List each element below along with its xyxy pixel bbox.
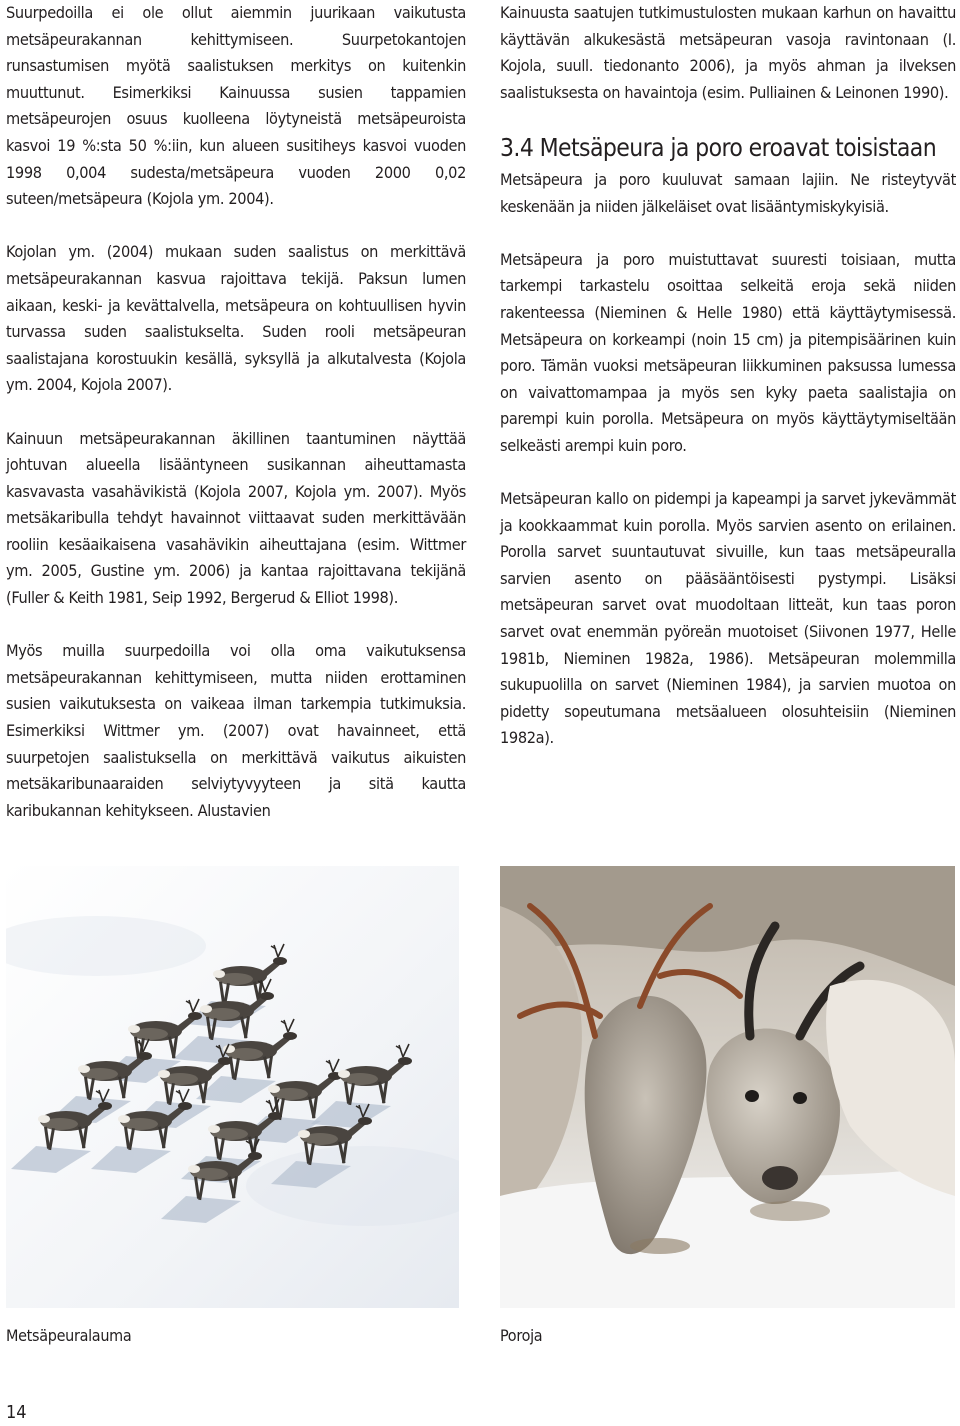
right-text-column bbox=[500, 0, 956, 779]
reindeer-herd-photo bbox=[6, 866, 459, 1308]
figure-caption: Poroja bbox=[500, 1326, 543, 1345]
paragraph: Kojolan ym. (2004) mukaan suden saalistus on merkittävä metsäpeurakannan kasvua rajoittava tekijä. Paksun lumen aikaan, keski- ja kevättalvella, metsäpeura on kohtuullisen hyvin turvassa suden saalistukselta. Suden rooli metsäpeuran saalistajana korostuukin kesällä, syksyllä ja alkutalvesta (Kojola ym. 2004, Kojola 2007). bbox=[6, 242, 466, 395]
reindeer-closeup-photo bbox=[500, 866, 955, 1308]
page-number: 14 bbox=[6, 1402, 27, 1423]
paragraph: Metsäpeura ja poro kuuluvat samaan lajiin. Ne risteytyvät keskenään ja niiden jälkeläiset ovat lisääntymiskykyisiä. bbox=[500, 169, 956, 216]
paragraph: Kainuusta saatujen tutkimustulosten mukaan karhun on havaittu käyttävän alkukesästä metsäpeuran vasoja ravintonaan (I. Kojola, suull. tiedonanto 2006), ja myös ahman ja ilveksen saalistuksesta on havaintoja (esim. Pulliainen & Leinonen 1990). bbox=[500, 3, 956, 102]
paragraph: Myös muilla suurpedoilla voi olla oma vaikutuksensa metsäpeurakannan kehittymiseen, mutta niiden erottaminen susien vaikutuksesta on vaikeaa ilman tarkempia tutkimuksia. Esimerkiksi Wittmer ym. (2007) ovat havainneet, että suurpetojen saalistuksella on merkittävä vaikutus aikuisten metsäkaribunaaraiden selviytyvyyteen ja sitä kautta karibukannan kehitykseen. Alustavien bbox=[6, 641, 466, 820]
paragraph: Kainuun metsäpeurakannan äkillinen taantuminen näyttää johtuvan alueella lisääntyneen susikannan aiheuttamasta kasvavasta vasahävikistä (Kojola 2007, Kojola ym. 2007). Myös metsäkaribulla tehdyt havainnot viittaavat suden merkittävään rooliin kesäaikaisena vasahävikin aiheuttajana (esim. Wittmer ym. 2005, Gustine ym. 2006) ja kantaa rajoittavana tekijänä (Fuller & Keith 1981, Seip 1992, Bergerud & Elliot 1998). bbox=[6, 428, 466, 608]
paragraph: Suurpedoilla ei ole ollut aiemmin juurikaan vaikutusta metsäpeurakannan kehittymiseen. Suurpetokantojen runsastumisen myötä saalistuksen merkitys on kuitenkin muuttunut. Esimerkiksi Kainuussa susien tappamien metsäpeurojen osuus kuolleena löytyneistä metsäpeuroista kasvoi 19 %:sta 50 %:iin, kun alueen susitiheys kasvoi vuoden 1998 0,004 sudesta/metsäpeura vuoden 2000 0,02 suteen/metsäpeura (Kojola ym. 2004). bbox=[6, 3, 466, 209]
left-text-column bbox=[6, 0, 466, 851]
section-heading: 3.4 Metsäpeura ja poro eroavat toisistaan bbox=[500, 132, 937, 162]
paragraph: Metsäpeuran kallo on pidempi ja kapeampi ja sarvet jykevämmät ja kookkaammat kuin porolla. Myös sarvien asento on erilainen. Porolla sarvet suuntautuvat sivuille, kun taas metsäpeuralla sarvien asento on pääsääntöisesti pystympi. Lisäksi metsäpeuran sarvet ovat muodoltaan litteät, kun taas poron sarvet ovat enemmän pyöreän muotoiset (Siivonen 1977, Helle 1981b, Nieminen 1982a, 1986). Metsäpeuran molemmilla sukupuolilla on sarvet (Nieminen 1984), ja sarvien muotoa on pidetty sopeutumana metsäalueen olosuhteisiin (Nieminen 1982a). bbox=[500, 489, 956, 748]
paragraph: Metsäpeura ja poro muistuttavat suuresti toisiaan, mutta tarkempi tarkastelu osoittaa selkeitä eroja sekä niiden rakenteessa (Nieminen & Helle 1980) että käyttäytymisessä. Metsäpeura on korkeampi (noin 15 cm) ja pitempisäärinen kuin poro. Tämän vuoksi metsäpeuran liikkuminen paksussa lumessa on vaivattomampaa ja myös sen kyky paeta saalistajia on parempi kuin porolla. Metsäpeura on myös käyttäytymiseltään selkeästi arempi kuin poro. bbox=[500, 249, 956, 455]
figure-caption: Metsäpeuralauma bbox=[6, 1326, 132, 1345]
